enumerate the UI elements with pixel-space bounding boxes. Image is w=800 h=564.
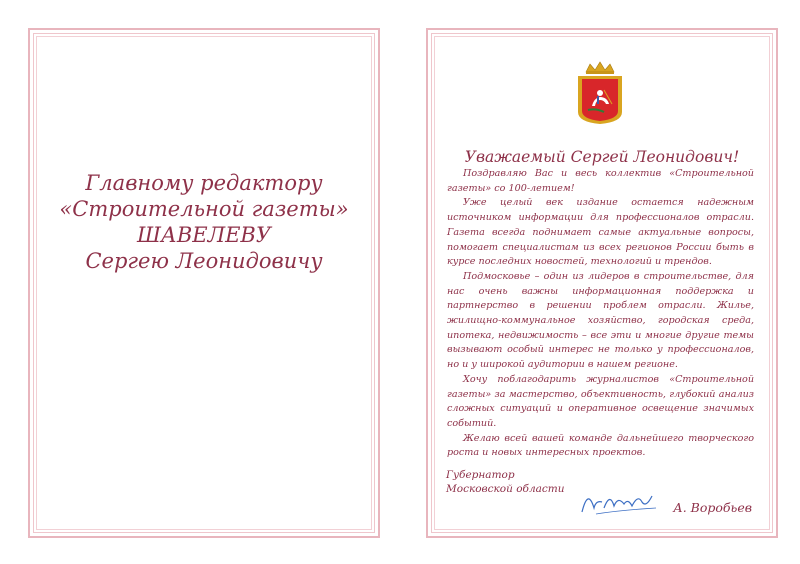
addressee-line-name: Сергею Леонидовичу [85, 249, 323, 273]
signatory-title-line-2: Московской области [446, 483, 565, 495]
addressee-line-organization: «Строительной газеты» [59, 197, 349, 221]
handwritten-signature [576, 478, 662, 520]
paragraph-moscow-region: Подмосковье – один из лидеров в строительстве, для нас очень важны информационная поддержка и партнерство в решении проблем отрасли. Жилье, жилищно-коммунальное хозяйство, городская среда, ипотека, недвижимость – все эти и многие другие темы вызывают особый интерес не только у профессионалов, но и у широкой аудитории в нашем регионе. [447, 270, 754, 371]
signatory-title [446, 468, 565, 496]
paragraph-congratulation: Поздравляю Вас и весь коллектив «Строительной газеты» со 100-летием! [447, 168, 754, 194]
right-page [426, 28, 778, 538]
addressee-line-position: Главному редактору [85, 171, 323, 195]
paragraph-thanks: Хочу поблагодарить журналистов «Строительной газеты» за мастерство, объективность, глубокий анализ сложных ситуаций и оперативное освещение значимых событий. [447, 373, 754, 429]
paragraph-century: Уже целый век издание остается надежным источником информации для профессионалов отрасли. Газета всегда поднимает самые актуальные вопросы, помогает специалистам из всех регионов России быть в курсе последних новостей, технологий и трендов. [447, 197, 754, 268]
addressee-block [40, 170, 368, 274]
salutation: Уважаемый Сергей Леонидович! [464, 148, 740, 166]
signatory-name: А. Воробьев [673, 500, 752, 515]
left-page [28, 28, 380, 538]
signatory-title-line-1: Губернатор [446, 469, 515, 481]
letter-body [447, 167, 754, 461]
paragraph-wishes: Желаю всей вашей команде дальнейшего творческого роста и новых интересных проектов. [447, 432, 754, 459]
moscow-oblast-coat-of-arms-icon [574, 60, 626, 126]
addressee-line-surname: ШАВЕЛЕВУ [136, 223, 272, 247]
